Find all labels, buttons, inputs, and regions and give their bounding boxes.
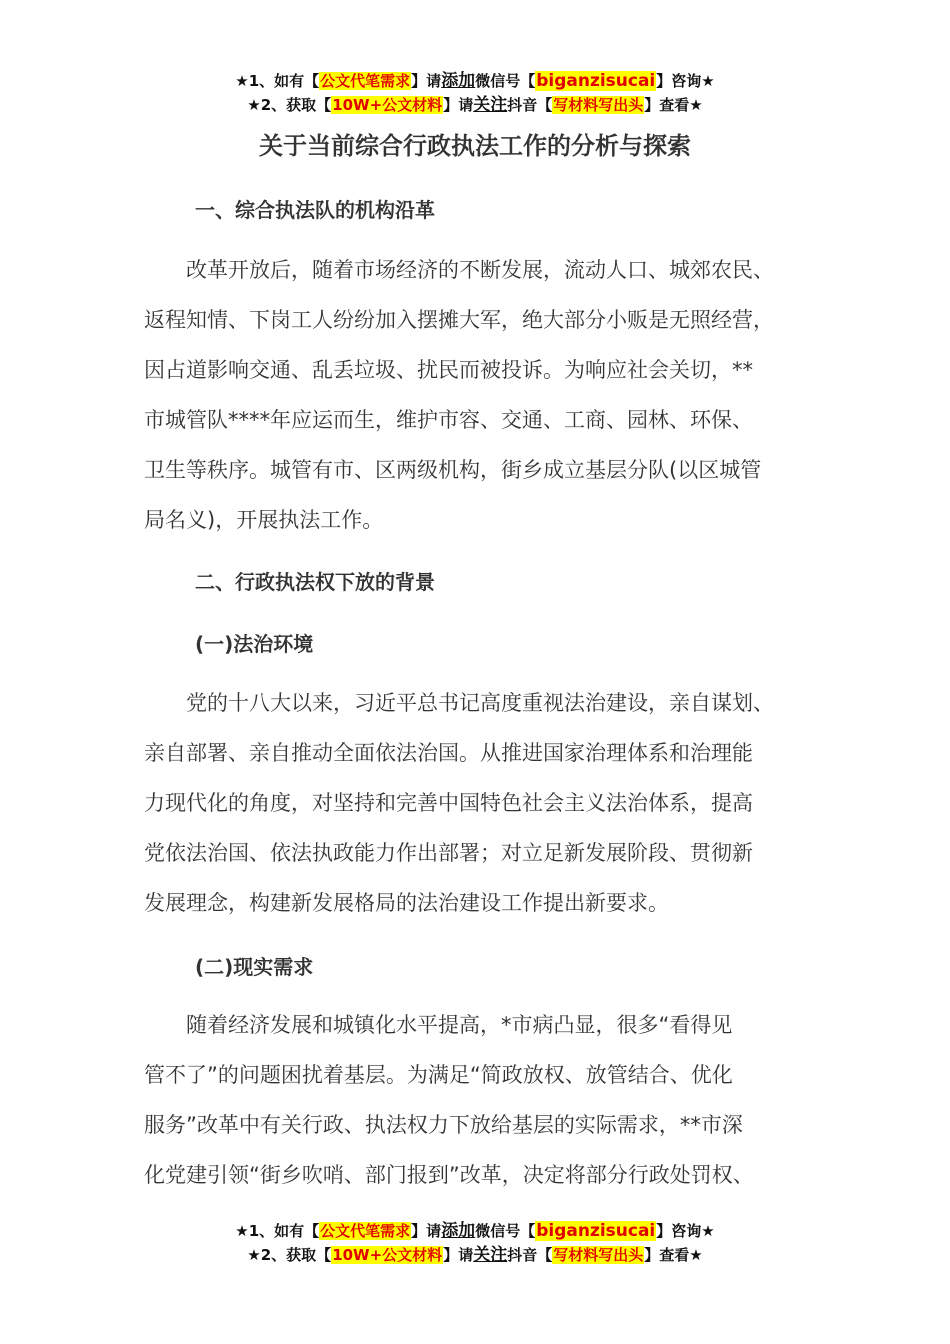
text-line: 亲自部署、亲自推动全面依法治国。从推进国家治理体系和治理能	[144, 741, 753, 765]
promo-underlined: 添加	[441, 71, 476, 91]
promo-text: 微信号【	[475, 72, 536, 90]
text-line: 力现代化的角度，对坚持和完善中国特色社会主义法治体系，提高	[144, 791, 753, 815]
text-line: 市城管队****年应运而生，维护市容、交通、工商、园林、环保、	[144, 408, 753, 432]
promo-text: ★2、获取【	[247, 96, 332, 114]
promo-highlight: 公文代笔需求	[320, 72, 411, 90]
subsection-2-paragraph	[144, 1000, 809, 1200]
promo-text: 】请	[411, 72, 442, 90]
subsection-1-paragraph	[144, 678, 809, 928]
promo-line-2	[0, 93, 950, 117]
text-line: 返程知情、下岗工人纷纷加入摆摊大军，绝大部分小贩是无照经营，	[144, 308, 774, 332]
promo-text: 抖音【	[507, 96, 553, 114]
section-heading-1: 一、综合执法队的机构沿革	[195, 198, 435, 222]
text-line: 党依法治国、依法执政能力作出部署；对立足新发展阶段、贯彻新	[144, 841, 753, 865]
subsection-heading-2: (二)现实需求	[195, 955, 314, 979]
promo-banner-top	[0, 69, 950, 117]
text-line: 管不了”的问题困扰着基层。为满足“简政放权、放管结合、优化	[144, 1063, 733, 1087]
promo-highlight: 写材料写出头	[553, 1246, 644, 1264]
promo-text: 】请	[443, 1246, 474, 1264]
subsection-heading-1: (一)法治环境	[195, 632, 314, 656]
promo-text: ★1、如有【	[235, 72, 320, 90]
section-1-paragraph	[144, 245, 809, 545]
text-line: 因占道影响交通、乱丢垃圾、扰民而被投诉。为响应社会关切，**	[144, 358, 753, 382]
text-line: 党的十八大以来，习近平总书记高度重视法治建设，亲自谋划、	[144, 691, 774, 715]
section-heading-2: 二、行政执法权下放的背景	[195, 570, 435, 594]
text-line: 局名义)，开展执法工作。	[144, 508, 384, 532]
promo-text: 微信号【	[475, 1222, 536, 1240]
text-line: 卫生等秩序。城管有市、区两级机构，街乡成立基层分队(以区城管	[144, 458, 762, 482]
promo-underlined: 关注	[473, 95, 508, 115]
promo-underlined: 关注	[473, 1245, 508, 1265]
text-line: 化党建引领“街乡吹哨、部门报到”改革，决定将部分行政处罚权、	[144, 1163, 754, 1187]
promo-highlight: 公文代笔需求	[320, 1222, 411, 1240]
promo-highlight: 10W+公文材料	[332, 1246, 443, 1264]
promo-text: ★1、如有【	[235, 1222, 320, 1240]
promo-text: 】咨询★	[656, 72, 715, 90]
promo-text: 】请	[411, 1222, 442, 1240]
promo-line-1	[0, 1219, 950, 1243]
text-line: 发展理念，构建新发展格局的法治建设工作提出新要求。	[144, 891, 669, 915]
promo-text: 】查看★	[644, 96, 703, 114]
promo-line-1	[0, 69, 950, 93]
text-line: 服务”改革中有关行政、执法权力下放给基层的实际需求，**市深	[144, 1113, 743, 1137]
promo-text: 】咨询★	[656, 1222, 715, 1240]
promo-text: ★2、获取【	[247, 1246, 332, 1264]
promo-text: 抖音【	[507, 1246, 553, 1264]
document-title: 关于当前综合行政执法工作的分析与探索	[259, 132, 691, 160]
promo-highlight: biganzisucai	[536, 1221, 656, 1241]
promo-highlight: 写材料写出头	[553, 96, 644, 114]
promo-underlined: 添加	[441, 1221, 476, 1241]
promo-highlight: biganzisucai	[536, 71, 656, 91]
text-line: 随着经济发展和城镇化水平提高，*市病凸显，很多“看得见	[144, 1013, 733, 1037]
promo-text: 】请	[443, 96, 474, 114]
promo-text: 】查看★	[644, 1246, 703, 1264]
text-line: 改革开放后，随着市场经济的不断发展，流动人口、城郊农民、	[144, 258, 774, 282]
promo-highlight: 10W+公文材料	[332, 96, 443, 114]
promo-banner-bottom	[0, 1219, 950, 1267]
promo-line-2	[0, 1243, 950, 1267]
